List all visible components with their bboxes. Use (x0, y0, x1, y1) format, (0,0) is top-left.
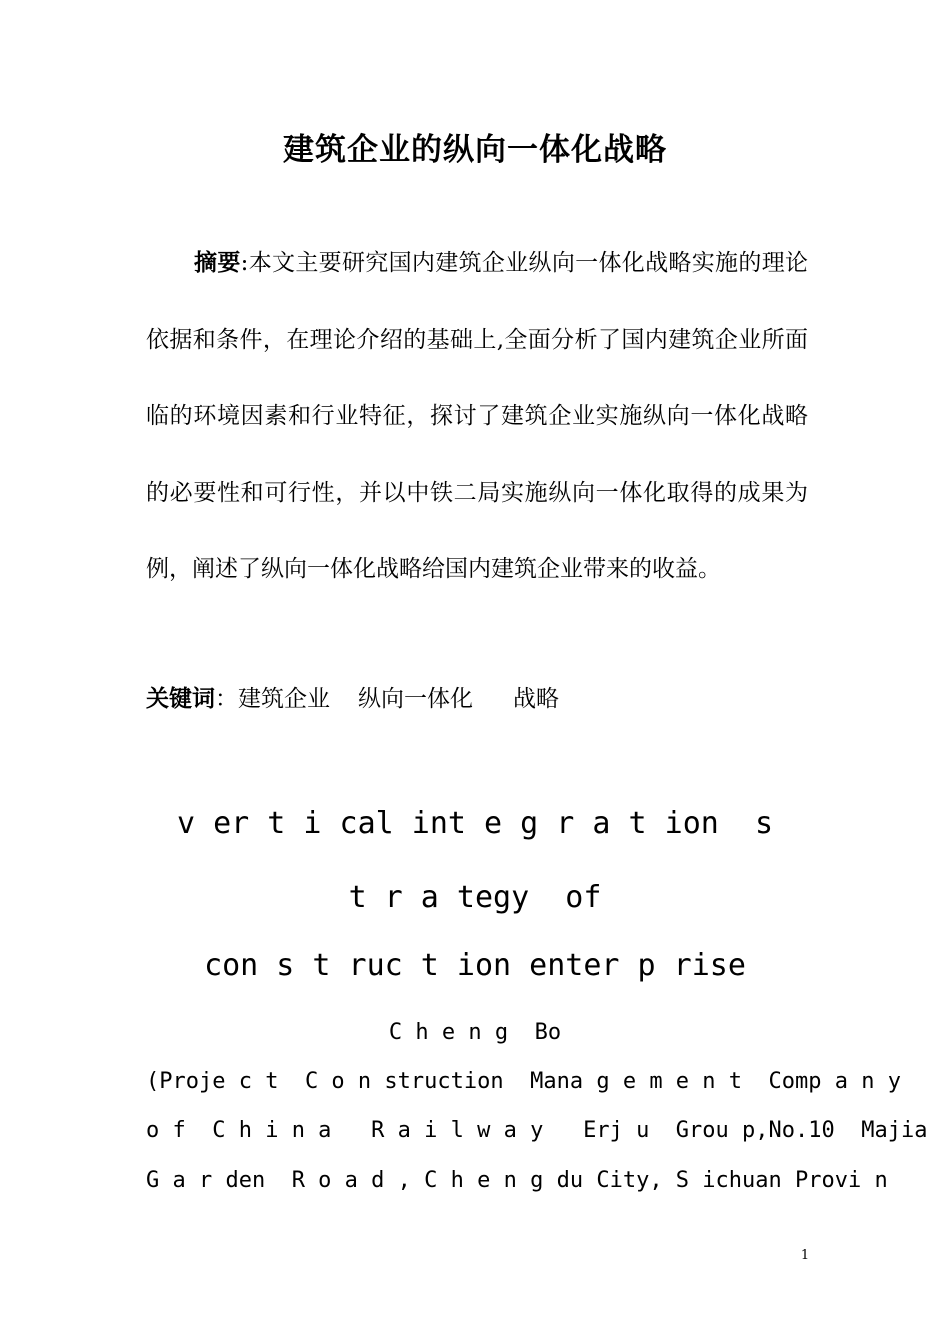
keyword-item: 建筑企业 (238, 686, 330, 712)
english-title-line-3: con s t ruc t ion enter p rise (204, 948, 746, 983)
keyword-item: 纵向一体化 (358, 686, 473, 712)
affiliation-line-1: (Proje c t C o n struction Mana g e m e n t Comp a n y (146, 1069, 901, 1094)
affiliation-line-2: o f C h i n a R a i l w a y Erj u Grou p,No.10 Majia (146, 1118, 928, 1143)
english-title-line-1: v er t i cal int e g r a t ion s (176, 806, 774, 841)
page-number: 1 (800, 1248, 810, 1263)
keywords-separator: ： (215, 686, 238, 712)
affiliation-line-3: G a r den R o a d , C h e n g du City, S ichuan Provi n (146, 1168, 888, 1193)
abstract-paragraph (146, 225, 808, 608)
keywords-label: 关键词 (146, 686, 215, 712)
keyword-item: 战略 (513, 686, 559, 712)
abstract-label: 摘要 (194, 250, 241, 276)
english-title-line-2: t r a tegy of (348, 880, 602, 915)
abstract-text: :本文主要研究国内建筑企业纵向一体化战略实施的理论依据和条件，在理论介绍的基础上,全面分析了国内建筑企业所面临的环境因素和行业特征，探讨了建筑企业实施纵向一体化战略的必要性和可行性，并以中铁二局实施纵向一体化取得的成果为例，阐述了纵向一体化战略给国内建筑企业带来的收益。 (146, 250, 809, 582)
keywords-line (146, 682, 559, 716)
author-name: C h e n g Bo (388, 1020, 562, 1045)
document-title: 建筑企业的纵向一体化战略 (283, 132, 667, 168)
